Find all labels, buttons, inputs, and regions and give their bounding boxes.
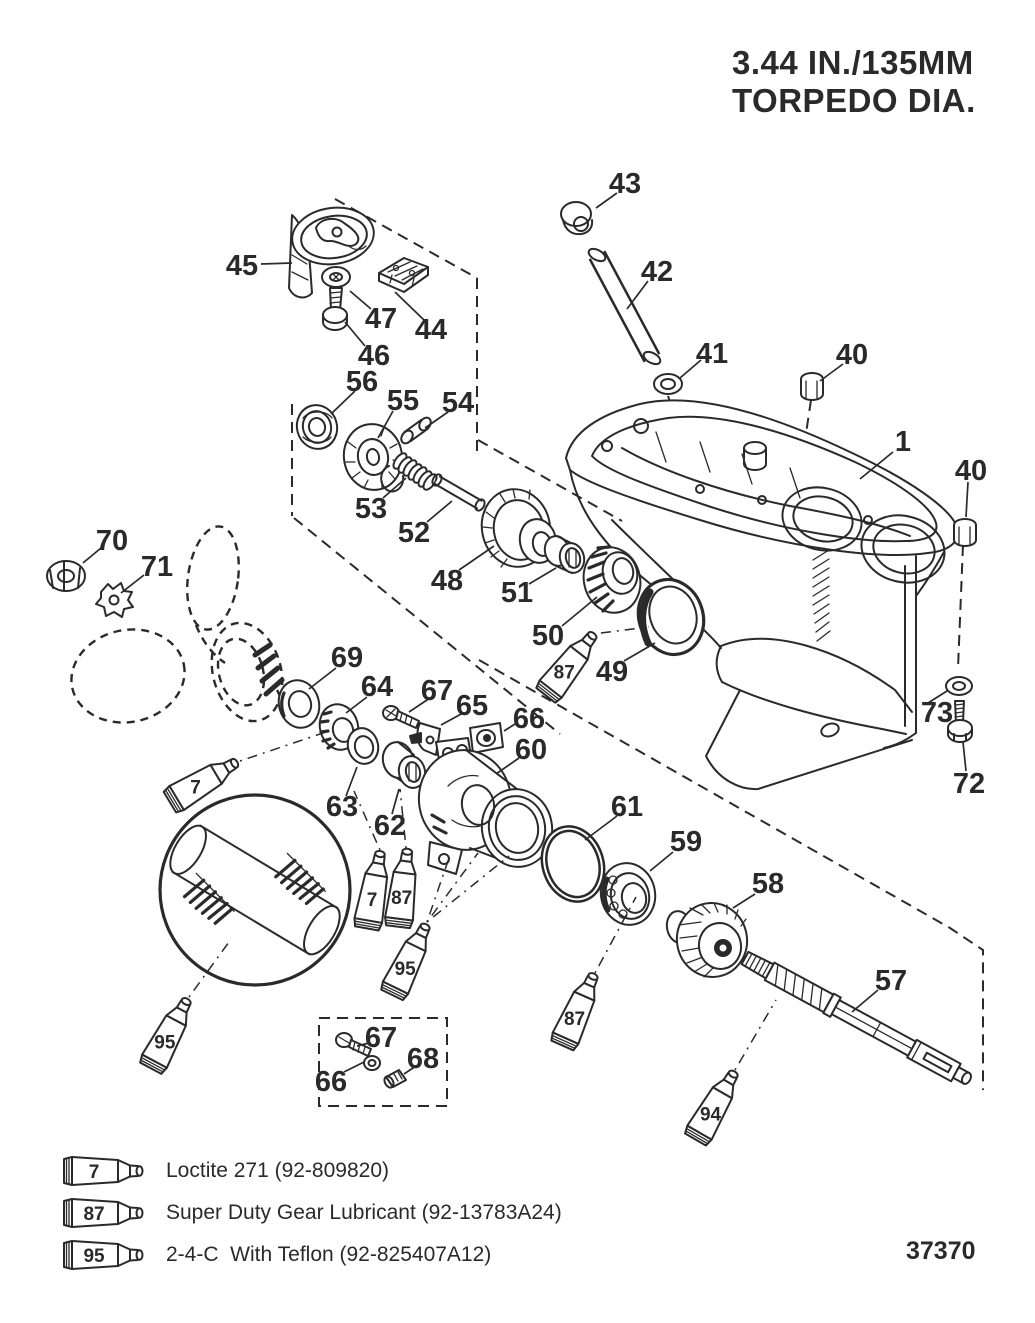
callout-40-right: 40 [954, 455, 988, 487]
callout-67-box: 67 [364, 1022, 398, 1054]
title-line-2: TORPEDO DIA. [732, 82, 976, 120]
callout-41: 41 [695, 338, 729, 370]
callout-59: 59 [669, 826, 703, 858]
part-plug-40-right [954, 519, 976, 546]
callout-60: 60 [514, 734, 548, 766]
tube-number: 7 [190, 777, 201, 799]
part-washer-73 [946, 677, 972, 695]
tube-95-inset [138, 992, 201, 1075]
part-washer-47 [322, 267, 350, 287]
callout-71: 71 [140, 551, 174, 583]
part-prop-nut-70 [47, 561, 85, 591]
part-plug-40-top [801, 373, 823, 400]
callout-42: 42 [640, 256, 674, 288]
legend-label: 2-4-C With Teflon (92-825407A12) [166, 1243, 492, 1266]
legend-item [57, 1234, 562, 1276]
callout-51: 51 [500, 577, 534, 609]
tube-number: 87 [83, 1204, 105, 1225]
callout-64: 64 [360, 671, 394, 703]
callout-63: 63 [325, 791, 359, 823]
part-reverse-gear-58 [664, 897, 752, 982]
lubricant-tube-icon [57, 1193, 153, 1233]
callout-68: 68 [406, 1043, 440, 1075]
callout-47: 47 [364, 303, 398, 335]
tube-87-carrier [384, 847, 421, 928]
tube-number: 95 [394, 958, 416, 980]
tube-number: 7 [366, 889, 378, 911]
callout-61: 61 [610, 791, 644, 823]
callout-52: 52 [397, 517, 431, 549]
title-line-1: 3.44 IN./135MM [732, 44, 974, 81]
part-bushing-51 [542, 534, 588, 576]
tube-95-carrier [379, 918, 440, 1001]
legend-label: Loctite 271 (92-809820) [166, 1159, 389, 1182]
callout-56: 56 [345, 366, 379, 398]
tube-number: 7 [88, 1162, 100, 1183]
part-washer-66-box [364, 1056, 380, 1070]
callout-53: 53 [354, 493, 388, 525]
callout-62: 62 [373, 810, 407, 842]
callout-49: 49 [595, 656, 629, 688]
part-bearing-race-49 [629, 571, 713, 663]
tube-number: 87 [553, 662, 575, 684]
callout-numbers-layer [96, 168, 987, 1098]
legend-item [57, 1150, 562, 1192]
callout-54: 54 [441, 387, 475, 419]
legend-label: Super Duty Gear Lubricant (92-13783A24) [166, 1201, 562, 1224]
callout-43: 43 [608, 168, 642, 200]
part-bearing-56 [292, 401, 342, 454]
lubricant-legend [57, 1150, 562, 1276]
tube-number: 95 [83, 1246, 105, 1267]
part-tapered-bearing-50 [576, 541, 647, 619]
callout-40-top: 40 [835, 339, 869, 371]
part-locktab-66 [470, 723, 503, 753]
part-ground-plate-44 [379, 258, 428, 292]
drawing-number: 37370 [906, 1237, 976, 1265]
tube-number: 87 [563, 1009, 586, 1031]
callout-66: 66 [512, 703, 546, 735]
part-bolt-46 [323, 288, 347, 330]
callout-46: 46 [357, 340, 391, 372]
part-seal-41 [654, 374, 682, 394]
callout-69: 69 [330, 642, 364, 674]
callout-55: 55 [386, 385, 420, 417]
legend-item [57, 1192, 562, 1234]
lubricant-tube-icon [57, 1235, 153, 1275]
part-shaft-52 [431, 473, 487, 512]
lubricant-tube-icon [57, 1151, 153, 1191]
callout-72: 72 [952, 768, 986, 800]
callout-73: 73 [920, 697, 954, 729]
leader-lines [83, 193, 968, 1074]
callout-1: 1 [894, 426, 912, 458]
callout-70: 70 [95, 525, 129, 557]
tube-number: 94 [699, 1104, 722, 1126]
part-plug-68 [383, 1070, 406, 1089]
inset-detail-circle [152, 795, 358, 985]
callout-66-box: 66 [314, 1066, 348, 1098]
tube-87-gear [550, 968, 608, 1051]
callout-58: 58 [751, 868, 785, 900]
callout-57: 57 [874, 965, 908, 997]
callout-50: 50 [531, 620, 565, 652]
part-cap-43 [561, 202, 592, 234]
tube-7-prop [163, 750, 245, 814]
callout-48: 48 [430, 565, 464, 597]
part-pin-54 [399, 415, 433, 445]
tube-number: 95 [154, 1032, 176, 1054]
callout-67: 67 [420, 675, 454, 707]
callout-44: 44 [414, 314, 448, 346]
callout-45: 45 [225, 250, 259, 282]
callout-65: 65 [455, 690, 489, 722]
tube-94-shaft [683, 1065, 748, 1148]
tube-number: 87 [391, 887, 413, 909]
part-prop-shaft-57 [740, 948, 975, 1089]
